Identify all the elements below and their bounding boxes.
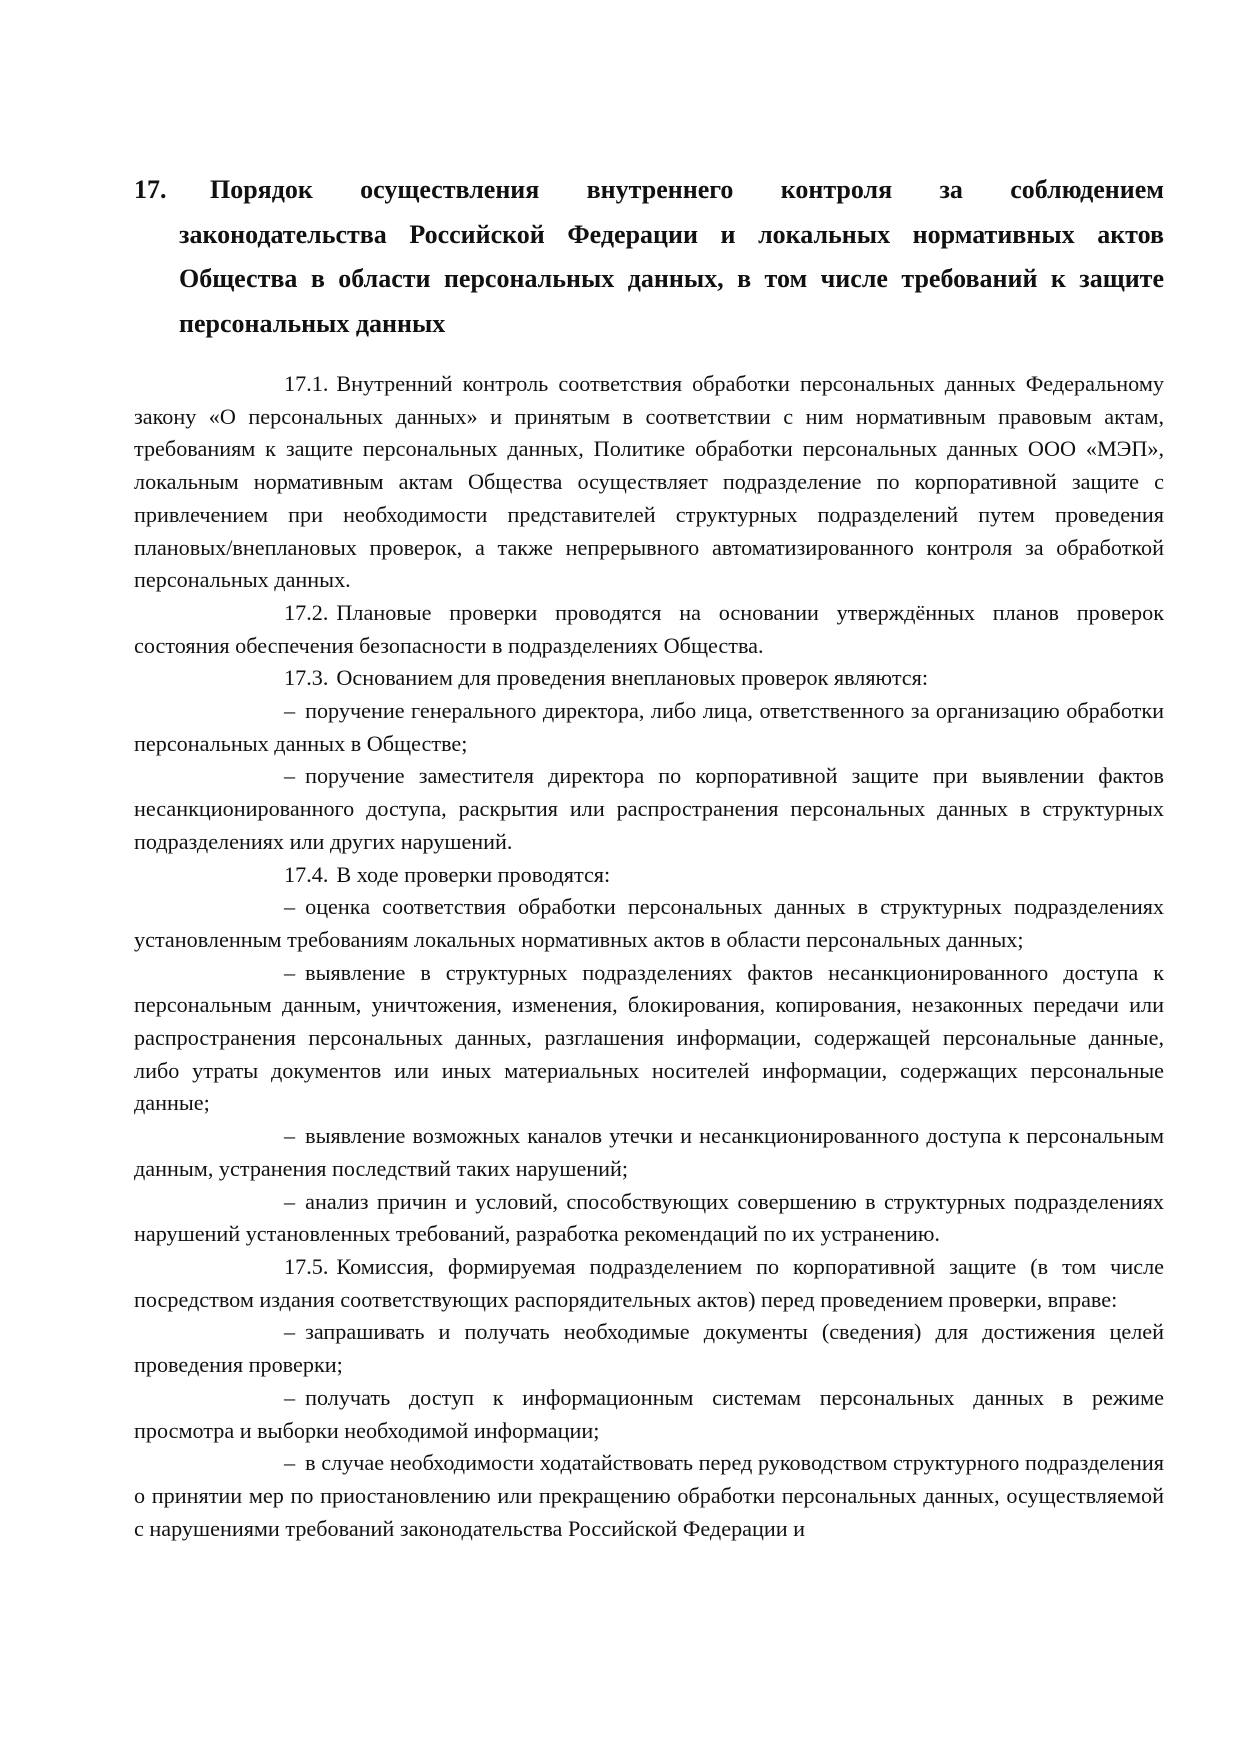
paragraph-number: 17.1. — [284, 371, 329, 396]
paragraph-text: получать доступ к информационным системам персональных данных в режиме просмотра и выборки необходимой информации; — [134, 1384, 1164, 1443]
section-title: Порядок осуществления внутреннего контроля за соблюдением законодательства Российской Федерации и локальных нормативных актов Общества в области персональных данных, в том числе требований к защите персональных данных — [179, 175, 1164, 338]
paragraph-text: выявление возможных каналов утечки и несанкционированного доступа к персональным данным, устранения последствий таких нарушений; — [134, 1123, 1164, 1181]
list-dash: – — [284, 894, 296, 920]
list-item — [134, 1120, 1164, 1185]
list-item — [134, 1447, 1164, 1545]
list-item — [134, 1186, 1164, 1251]
list-dash: – — [284, 763, 296, 789]
list-dash: – — [284, 1319, 296, 1345]
document-body — [134, 368, 1164, 1545]
paragraph-text: в случае необходимости ходатайствовать перед руководством структурного подразделения о принятии мер по приостановлению или прекращению обработки персональных данных, осуществляемой с нарушениями требований законодательства Российской Федерации и — [134, 1450, 1164, 1541]
paragraph-number: 17.5. — [284, 1253, 329, 1279]
list-dash: – — [284, 698, 296, 724]
paragraph-text: поручение заместителя директора по корпоративной защите при выявлении фактов несанкционированного доступа, раскрытия или распространения персональных данных в структурных подразделениях или других нарушений. — [134, 763, 1164, 854]
list-item — [134, 891, 1164, 956]
numbered-paragraph — [134, 662, 1164, 695]
numbered-paragraph — [134, 1251, 1164, 1316]
numbered-paragraph — [134, 859, 1164, 892]
paragraph-number: 17.3. — [284, 665, 329, 691]
numbered-paragraph — [134, 368, 1164, 597]
list-item — [134, 957, 1164, 1121]
list-item — [134, 760, 1164, 858]
list-dash: – — [284, 1188, 296, 1214]
document-page — [134, 168, 1164, 1545]
list-dash: – — [284, 1123, 296, 1149]
paragraph-text: В ходе проверки проводятся: — [336, 861, 611, 887]
section-heading — [134, 168, 1164, 346]
list-dash: – — [284, 1384, 296, 1410]
paragraph-text: Комиссия, формируемая подразделением по корпоративной защите (в том числе посредством издания соответствующих распорядительных актов) перед проведением проверки, вправе: — [134, 1253, 1164, 1312]
list-item — [134, 1382, 1164, 1447]
list-item — [134, 1316, 1164, 1381]
paragraph-text: выявление в структурных подразделениях фактов несанкционированного доступа к персональным данным, уничтожения, изменения, блокирования, копирования, незаконных передачи или распространения персональных данных, разглашения информации, содержащей персональные данные, либо утраты документов или иных материальных носителей информации, содержащих персональные данные; — [134, 959, 1164, 1116]
paragraph-text: оценка соответствия обработки персональных данных в структурных подразделениях установленным требованиям локальных нормативных актов в области персональных данных; — [134, 894, 1164, 952]
paragraph-text: анализ причин и условий, способствующих совершению в структурных подразделениях нарушений установленных требований, разработка рекомендаций по их устранению. — [134, 1188, 1164, 1247]
paragraph-text: запрашивать и получать необходимые документы (сведения) для достижения целей проведения проверки; — [134, 1319, 1164, 1378]
paragraph-text: Внутренний контроль соответствия обработки персональных данных Федеральному закону «О персональных данных» и принятым в соответствии с ним нормативным правовым актам, требованиям к защите персональных данных, Политике обработки персональных данных ООО «МЭП», локальным нормативным актам Общества осуществляет подразделение по корпоративной защите с привлечением при необходимости представителей структурных подразделений путем проведения плановых/внеплановых проверок, а также непрерывного автоматизированного контроля за обработкой персональных данных. — [134, 371, 1164, 593]
paragraph-text: Основанием для проведения внеплановых проверок являются: — [336, 665, 929, 691]
paragraph-text: Плановые проверки проводятся на основании утверждённых планов проверок состояния обеспечения безопасности в подразделениях Общества. — [134, 599, 1164, 658]
numbered-paragraph — [134, 597, 1164, 662]
paragraph-number: 17.2. — [284, 599, 329, 625]
list-item — [134, 695, 1164, 760]
list-dash: – — [284, 1450, 296, 1476]
section-number: 17. — [134, 175, 167, 204]
paragraph-text: поручение генерального директора, либо лица, ответственного за организацию обработки персональных данных в Обществе; — [134, 698, 1164, 756]
list-dash: – — [284, 959, 296, 985]
paragraph-number: 17.4. — [284, 861, 329, 887]
